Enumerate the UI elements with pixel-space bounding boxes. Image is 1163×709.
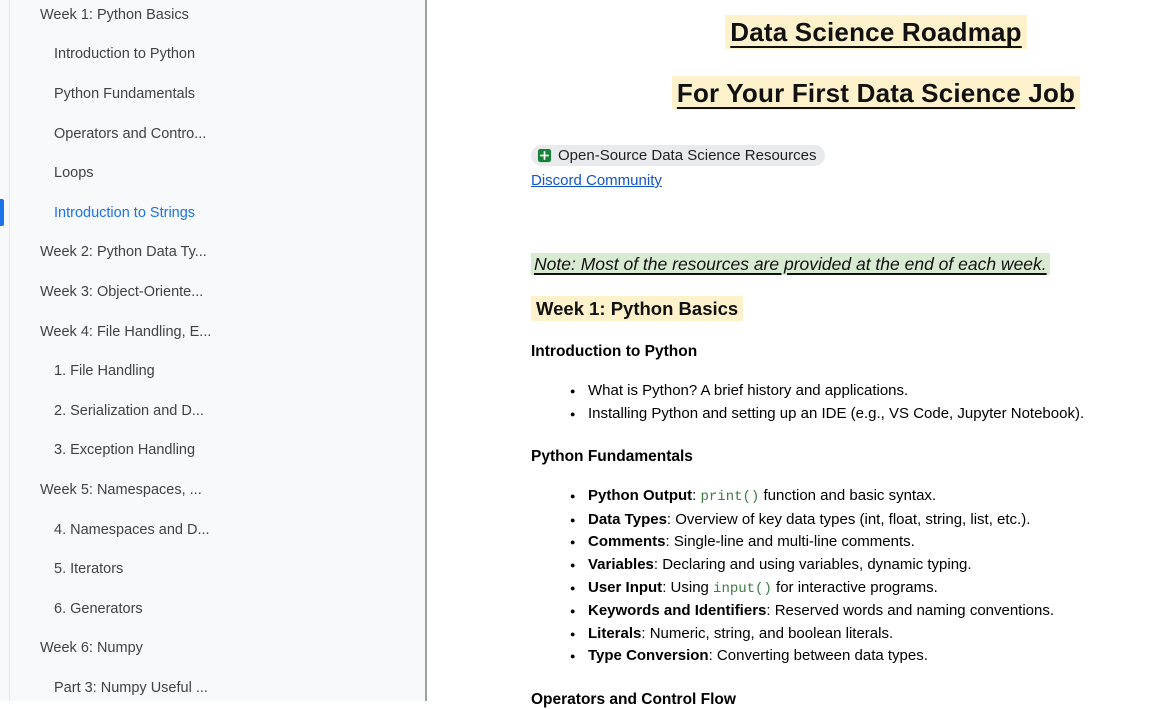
sidebar-item-label: Week 2: Python Data Ty... xyxy=(40,244,207,261)
text-segment: function and basic syntax. xyxy=(759,487,937,505)
text-segment: Installing Python and setting up an IDE (e.g., VS Code, Jupyter Notebook). xyxy=(588,404,1085,422)
sheets-icon xyxy=(537,148,552,163)
bullet-item xyxy=(531,380,1163,403)
bullet-item xyxy=(531,531,1163,554)
text-segment: : Declaring and using variables, dynamic typing. xyxy=(653,555,972,573)
sheets-link-chip-label: Open-Source Data Science Resources xyxy=(558,147,817,164)
sidebar-item-label: Week 6: Numpy xyxy=(40,640,143,657)
note-text: Note: Most of the resources are provided at the end of each week. xyxy=(531,253,1050,275)
text-segment: : Converting between data types. xyxy=(708,647,928,665)
sidebar-item[interactable] xyxy=(0,312,425,352)
bullet-list xyxy=(531,380,1163,425)
sheets-link-chip[interactable] xyxy=(531,145,825,166)
bullet-list xyxy=(531,485,1163,668)
sidebar-item[interactable] xyxy=(0,272,425,312)
text-segment: What is Python? A brief history and applications. xyxy=(588,382,909,399)
sidebar-item[interactable] xyxy=(0,431,425,471)
text-segment: : Reserved words and naming conventions. xyxy=(766,602,1055,620)
text-segment: : Single-line and multi-line comments. xyxy=(665,533,915,551)
doc-title-line2: For Your First Data Science Job xyxy=(672,76,1080,110)
doc-title-line1: Data Science Roadmap xyxy=(725,15,1027,49)
text-segment: : Using xyxy=(662,578,714,596)
text-segment: User Input xyxy=(588,578,663,596)
sidebar-item-label: 1. File Handling xyxy=(54,363,155,380)
sidebar-item[interactable] xyxy=(0,153,425,193)
sidebar-item[interactable] xyxy=(0,233,425,273)
sidebar-item[interactable] xyxy=(0,549,425,589)
outline-sidebar xyxy=(0,0,427,701)
text-segment: Literals xyxy=(588,624,642,642)
inline-code: input() xyxy=(713,580,772,597)
week1-heading: Week 1: Python Basics xyxy=(531,296,743,321)
bullet-item xyxy=(531,403,1163,426)
bullet-item xyxy=(531,623,1163,646)
sidebar-item[interactable] xyxy=(0,114,425,154)
text-segment: Type Conversion xyxy=(588,647,709,665)
sidebar-item-label: 2. Serialization and D... xyxy=(54,402,204,419)
sidebar-item[interactable] xyxy=(0,629,425,669)
sidebar-item-label: Python Fundamentals xyxy=(54,85,196,102)
bullet-item xyxy=(531,485,1163,509)
sidebar-item[interactable] xyxy=(0,589,425,629)
outline-list xyxy=(0,0,425,708)
sidebar-item-label: Introduction to Strings xyxy=(54,204,196,221)
sidebar-item[interactable] xyxy=(0,391,425,431)
text-segment: Data Types xyxy=(588,510,667,528)
sidebar-item-label: Week 1: Python Basics xyxy=(40,6,189,23)
section-heading: Introduction to Python xyxy=(531,343,698,360)
sidebar-item[interactable] xyxy=(0,193,425,233)
sidebar-item-label: Introduction to Python xyxy=(54,46,196,63)
bullet-item xyxy=(531,600,1163,623)
text-segment: Comments xyxy=(588,533,666,551)
text-segment: : xyxy=(692,487,701,505)
text-segment: : Overview of key data types (int, float, string, list, etc.). xyxy=(666,510,1031,528)
sidebar-item-label: Week 4: File Handling, E... xyxy=(40,323,212,340)
doc-sections xyxy=(531,343,1163,709)
sidebar-item[interactable] xyxy=(0,35,425,75)
text-segment: Keywords and Identifiers xyxy=(588,602,767,620)
sidebar-item-label: Part 3: Numpy Useful ... xyxy=(54,679,208,696)
sidebar-item-label: 5. Iterators xyxy=(54,561,124,578)
sidebar-item[interactable] xyxy=(0,470,425,510)
section-heading: Operators and Control Flow xyxy=(531,690,736,708)
sidebar-item-label: Loops xyxy=(54,165,94,182)
text-segment: for interactive programs. xyxy=(771,578,938,596)
bullet-item xyxy=(531,509,1163,532)
bullet-item xyxy=(531,554,1163,577)
discord-community-link[interactable]: Discord Community xyxy=(531,172,662,189)
text-segment: Python Output xyxy=(588,487,693,505)
sidebar-item-label: Week 5: Namespaces, ... xyxy=(40,481,202,498)
sidebar-item[interactable] xyxy=(0,74,425,114)
inline-code: print() xyxy=(700,489,760,506)
bullet-item xyxy=(531,645,1163,668)
sidebar-item-label: Operators and Contro... xyxy=(54,125,207,142)
text-segment: Variables xyxy=(588,555,654,573)
sidebar-item-label: Week 3: Object-Oriente... xyxy=(40,283,204,300)
sidebar-item[interactable] xyxy=(0,510,425,550)
sidebar-item[interactable] xyxy=(0,668,425,708)
sidebar-item[interactable] xyxy=(0,0,425,35)
document-area xyxy=(429,0,1163,708)
section-heading: Python Fundamentals xyxy=(531,448,693,466)
sidebar-item-label: 3. Exception Handling xyxy=(54,442,196,459)
sidebar-item-label: 4. Namespaces and D... xyxy=(54,521,210,538)
sidebar-item-label: 6. Generators xyxy=(54,600,143,617)
sidebar-item[interactable] xyxy=(0,351,425,391)
bullet-item xyxy=(531,577,1163,601)
text-segment: : Numeric, string, and boolean literals. xyxy=(641,624,894,642)
